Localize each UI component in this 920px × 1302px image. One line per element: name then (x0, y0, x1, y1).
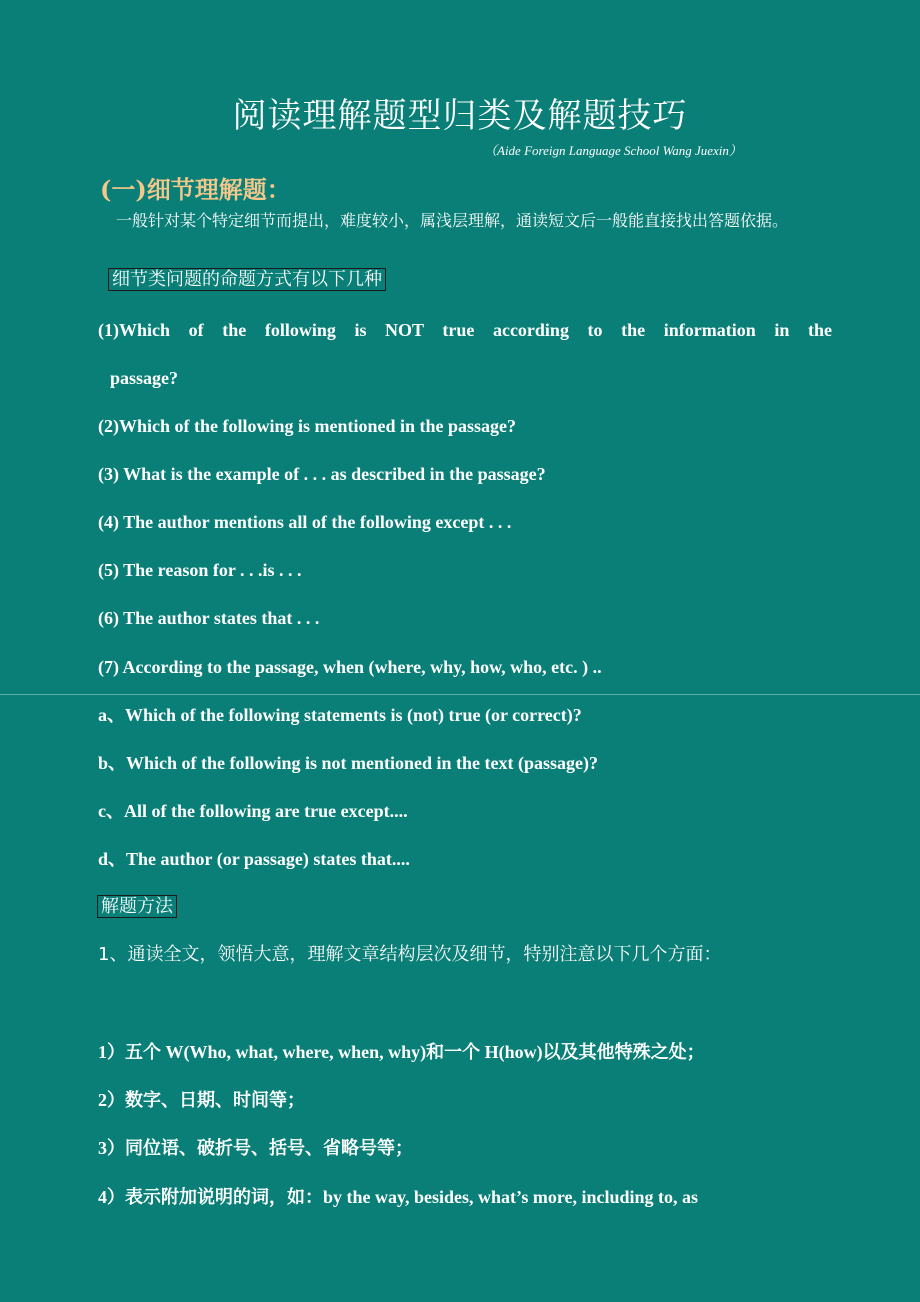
question-types-label: 细节类问题的命题方式有以下几种 (108, 268, 386, 291)
method-point-1: 1）五个 W(Who, what, where, when, why)和一个 H(how)以及其他特殊之处； (98, 1042, 705, 1062)
question-7: (7) According to the passage, when (where, why, how, who, etc. ) .. (98, 657, 602, 677)
letter-item-d: d、The author (or passage) states that.... (98, 849, 410, 869)
page-divider (0, 694, 920, 695)
method-step-1: 1、通读全文，领悟大意，理解文章结构层次及细节，特别注意以下几个方面： (98, 944, 722, 965)
question-6: (6) The author states that . . . (98, 608, 320, 628)
question-1: (1)Which of the following is NOT true according to the information in the (98, 320, 832, 340)
section-heading: (一)细节理解题： (100, 175, 291, 204)
method-point-4: 4）表示附加说明的词，如：by the way, besides, what’s more, including to, as (98, 1187, 699, 1207)
question-4: (4) The author mentions all of the following except . . . (98, 512, 512, 532)
question-2: (2)Which of the following is mentioned in the passage? (98, 416, 517, 436)
page-title: 阅读理解题型归类及解题技巧 (232, 96, 688, 136)
letter-item-a: a、Which of the following statements is (not) true (or correct)? (98, 705, 582, 725)
method-label: 解题方法 (97, 895, 177, 918)
question-types-box (108, 266, 386, 294)
section-intro: 一般针对某个特定细节而提出，难度较小，属浅层理解，通读短文后一般能直接找出答题依据。 (116, 211, 789, 230)
letter-item-b: b、Which of the following is not mentioned in the text (passage)? (98, 753, 599, 773)
method-box (97, 893, 177, 921)
author-line: （Aide Foreign Language School Wang Juexin） (484, 143, 742, 158)
question-1-cont: passage? (110, 368, 179, 388)
letter-item-c: c、All of the following are true except.... (98, 801, 408, 821)
question-3: (3) What is the example of . . . as described in the passage? (98, 464, 546, 484)
method-point-3: 3）同位语、破折号、括号、省略号等； (98, 1138, 413, 1158)
method-point-2: 2）数字、日期、时间等； (98, 1090, 305, 1110)
question-5: (5) The reason for . . .is . . . (98, 560, 302, 580)
